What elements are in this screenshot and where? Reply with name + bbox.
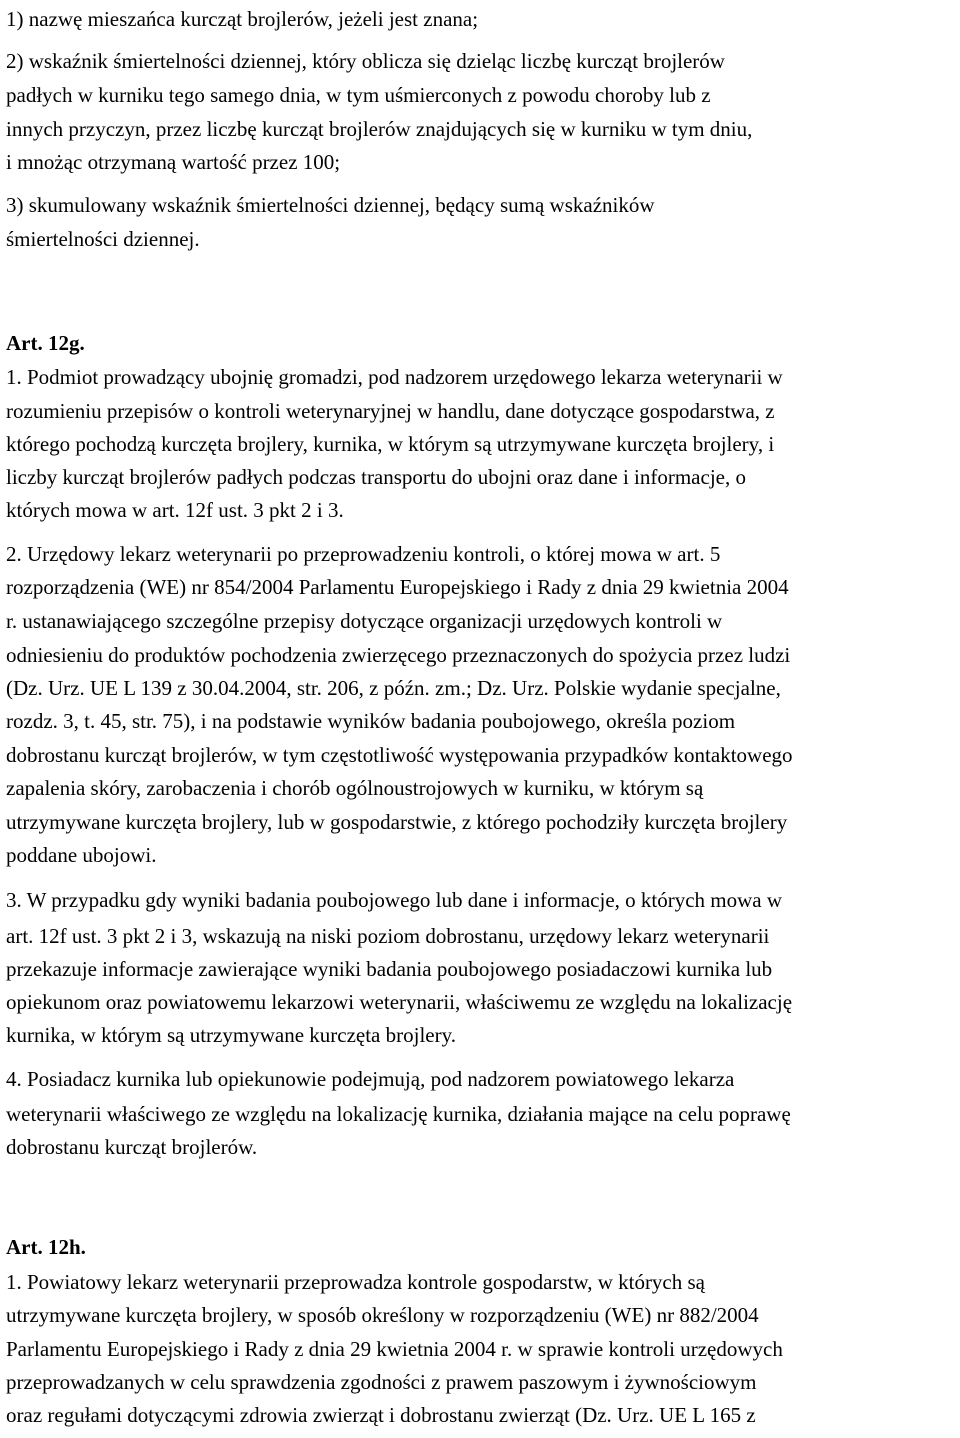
art-12g-p1-line-3: którego pochodzą kurczęta brojlery, kurnika, w którym są utrzymywane kurczęta brojlery, i bbox=[6, 432, 775, 456]
art-12g-p2-line-10: poddane ubojowi. bbox=[6, 843, 157, 867]
art-12h-p1-line-2: utrzymywane kurczęta brojlery, w sposób określony w rozporządzeniu (WE) nr 882/2004 bbox=[6, 1303, 759, 1327]
art-12g-p2-line-9: utrzymywane kurczęta brojlery, lub w gospodarstwie, z którego pochodziły kurczęta brojlery bbox=[6, 810, 788, 834]
intro-item-2-line-3: innych przyczyn, przez liczbę kurcząt brojlerów znajdujących się w kurniku w tym dniu, bbox=[6, 117, 753, 141]
art-12g-p3-line-2: art. 12f ust. 3 pkt 2 i 3, wskazują na niski poziom dobrostanu, urzędowy lekarz weterynarii bbox=[6, 924, 770, 948]
art-12g-p4-line-1: 4. Posiadacz kurnika lub opiekunowie podejmują, pod nadzorem powiatowego lekarza bbox=[6, 1067, 735, 1091]
art-12g-p2-line-3: r. ustanawiającego szczególne przepisy dotyczące organizacji urzędowych kontroli w bbox=[6, 609, 723, 633]
intro-item-2-line-4: i mnożąc otrzymaną wartość przez 100; bbox=[6, 150, 341, 174]
art-12g-p2-line-4: odniesieniu do produktów pochodzenia zwierzęcego przeznaczonych do spożycia przez ludzi bbox=[6, 643, 791, 667]
art-12g-p2-line-6: rozdz. 3, t. 45, str. 75), i na podstawie wyników badania poubojowego, określa poziom bbox=[6, 709, 736, 733]
art-12g-p2-line-1: 2. Urzędowy lekarz weterynarii po przeprowadzeniu kontroli, o której mowa w art. 5 bbox=[6, 542, 721, 566]
art-12g-p3-line-4: opiekunom oraz powiatowemu lekarzowi weterynarii, właściwemu ze względu na lokalizację bbox=[6, 990, 793, 1014]
art-12g-p3-line-3: przekazuje informacje zawierające wyniki badania poubojowego posiadaczowi kurnika lub bbox=[6, 957, 773, 981]
art-12g-p1-line-5: których mowa w art. 12f ust. 3 pkt 2 i 3. bbox=[6, 498, 344, 522]
art-12g-p2-line-7: dobrostanu kurcząt brojlerów, w tym częstotliwość występowania przypadków kontaktowego bbox=[6, 743, 793, 767]
art-12g-p1-line-4: liczby kurcząt brojlerów padłych podczas transportu do ubojni oraz dane i informacje, o bbox=[6, 465, 746, 489]
art-12g-p1-line-2: rozumieniu przepisów o kontroli weterynaryjnej w handlu, dane dotyczące gospodarstwa, z bbox=[6, 399, 775, 423]
art-12g-p4-line-3: dobrostanu kurcząt brojlerów. bbox=[6, 1135, 258, 1159]
art-12h-p1-line-1: 1. Powiatowy lekarz weterynarii przeprowadza kontrole gospodarstw, w których są bbox=[6, 1270, 705, 1294]
intro-item-1-line-1: 1) nazwę mieszańca kurcząt brojlerów, jeżeli jest znana; bbox=[6, 7, 479, 31]
art-12h-p1-line-5: oraz regułami dotyczącymi zdrowia zwierząt i dobrostanu zwierząt (Dz. Urz. UE L 165 z bbox=[6, 1403, 756, 1427]
intro-item-3-line-2: śmiertelności dziennej. bbox=[6, 227, 200, 251]
art-12g-heading: Art. 12g. bbox=[6, 331, 85, 355]
art-12g-p2-line-5: (Dz. Urz. UE L 139 z 30.04.2004, str. 206, z późn. zm.; Dz. Urz. Polskie wydanie specjalne, bbox=[6, 676, 781, 700]
art-12g-p3-line-5: kurnika, w którym są utrzymywane kurczęta brojlery. bbox=[6, 1023, 456, 1047]
art-12g-p2-line-2: rozporządzenia (WE) nr 854/2004 Parlamentu Europejskiego i Rady z dnia 29 kwietnia 2004 bbox=[6, 575, 789, 599]
intro-item-3-line-1: 3) skumulowany wskaźnik śmiertelności dziennej, będący sumą wskaźników bbox=[6, 193, 655, 217]
intro-item-2-line-1: 2) wskaźnik śmiertelności dziennej, który oblicza się dzieląc liczbę kurcząt brojlerów bbox=[6, 49, 725, 73]
art-12g-p4-line-2: weterynarii właściwego ze względu na lokalizację kurnika, działania mające na celu poprawę bbox=[6, 1102, 791, 1126]
art-12h-p1-line-4: przeprowadzanych w celu sprawdzenia zgodności z prawem paszowym i żywnościowym bbox=[6, 1370, 757, 1394]
art-12h-heading: Art. 12h. bbox=[6, 1235, 86, 1259]
art-12g-p3-line-1: 3. W przypadku gdy wyniki badania poubojowego lub dane i informacje, o których mowa w bbox=[6, 888, 783, 912]
art-12g-p2-line-8: zapalenia skóry, zarobaczenia i chorób ogólnoustrojowych w kurniku, w którym są bbox=[6, 776, 704, 800]
art-12g-p1-line-1: 1. Podmiot prowadzący ubojnię gromadzi, pod nadzorem urzędowego lekarza weterynarii w bbox=[6, 365, 783, 389]
art-12h-p1-line-3: Parlamentu Europejskiego i Rady z dnia 29 kwietnia 2004 r. w sprawie kontroli urzędowych bbox=[6, 1337, 783, 1361]
intro-item-2-line-2: padłych w kurniku tego samego dnia, w tym uśmierconych z powodu choroby lub z bbox=[6, 83, 711, 107]
